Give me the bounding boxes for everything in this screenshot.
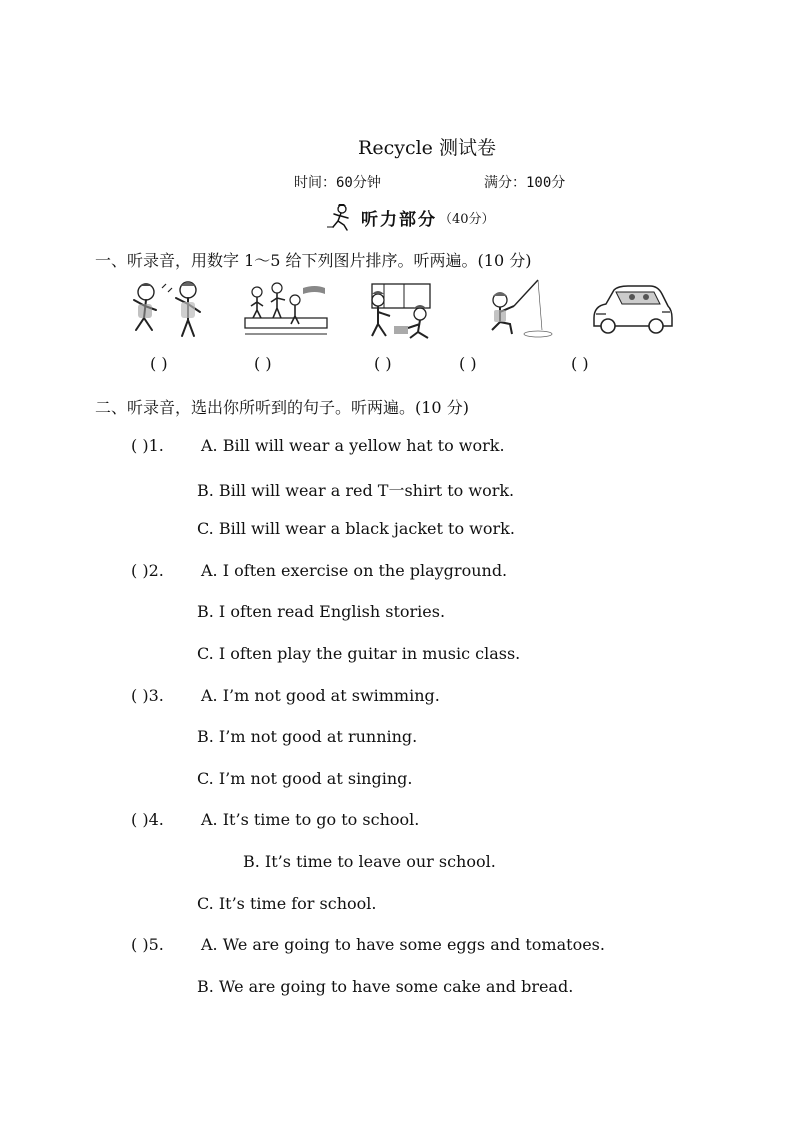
question-3-option-a: A. I’m not good at swimming. <box>201 686 440 705</box>
question-2-option-a: A. I often exercise on the playground. <box>201 561 508 580</box>
banner-title: 听力部分 <box>361 209 437 230</box>
section2-heading: 二、听录音，选出你所听到的句子。听两遍。(10 分) <box>95 398 469 417</box>
people-on-bridge-icon <box>243 278 329 342</box>
boy-fishing-icon <box>480 278 566 342</box>
question-4-option-b: B. It’s time to leave our school. <box>243 852 496 871</box>
question-2-option-b: B. I often read English stories. <box>197 602 446 621</box>
question-5-option-a: A. We are going to have some eggs and tomatoes. <box>201 935 605 954</box>
picture-1-answer-blank[interactable]: ( ) <box>150 354 168 373</box>
two-children-playing-icon <box>126 278 212 342</box>
banner-points: （40分） <box>439 211 495 227</box>
car-icon <box>588 278 674 342</box>
question-3-blank[interactable]: ( )3. <box>131 686 164 705</box>
question-4-option-c: C. It’s time for school. <box>197 894 377 913</box>
people-at-desk-icon <box>364 278 450 342</box>
time-label: 时间：60分钟 <box>294 175 381 191</box>
question-2-blank[interactable]: ( )2. <box>131 561 164 580</box>
question-5-option-b: B. We are going to have some cake and bread. <box>197 977 574 996</box>
page-title: Recycle 测试卷 <box>358 137 496 159</box>
question-2-option-c: C. I often play the guitar in music class. <box>197 644 521 663</box>
picture-4-answer-blank[interactable]: ( ) <box>459 354 477 373</box>
question-1-option-b: B. Bill will wear a red T一shirt to work. <box>197 481 515 500</box>
picture-5-answer-blank[interactable]: ( ) <box>571 354 589 373</box>
question-1-option-a: A. Bill will wear a yellow hat to work. <box>201 436 505 455</box>
question-1-option-c: C. Bill will wear a black jacket to work. <box>197 519 515 538</box>
section1-heading: 一、听录音，用数字 1～5 给下列图片排序。听两遍。(10 分) <box>95 251 532 270</box>
question-5-blank[interactable]: ( )5. <box>131 935 164 954</box>
picture-2-answer-blank[interactable]: ( ) <box>254 354 272 373</box>
picture-3-answer-blank[interactable]: ( ) <box>374 354 392 373</box>
question-4-blank[interactable]: ( )4. <box>131 810 164 829</box>
running-child-icon <box>325 203 355 231</box>
question-4-option-a: A. It’s time to go to school. <box>201 810 420 829</box>
question-3-option-c: C. I’m not good at singing. <box>197 769 413 788</box>
section-banner <box>325 203 495 231</box>
question-1-blank[interactable]: ( )1. <box>131 436 164 455</box>
score-label: 满分：100分 <box>484 175 566 191</box>
question-3-option-b: B. I’m not good at running. <box>197 727 418 746</box>
